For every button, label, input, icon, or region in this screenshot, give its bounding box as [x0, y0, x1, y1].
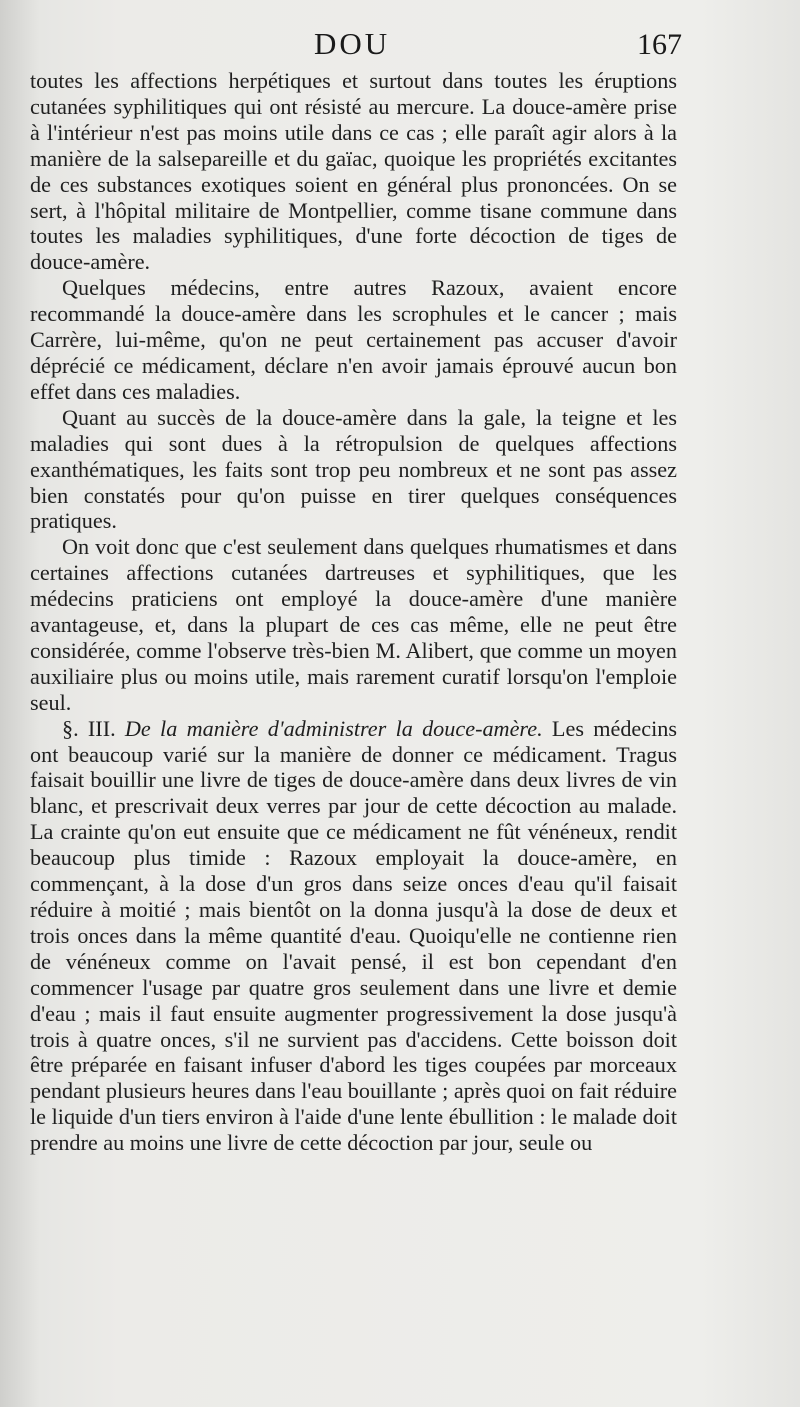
text-body [30, 68, 677, 1156]
page-number: 167 [637, 28, 682, 61]
paragraph-3: Quant au succès de la douce-amère dans la gale, la teigne et les maladies qui sont dues à la rétropulsion de quelques affections exanthématiques, les faits sont trop peu nombreux et ne sont pas assez bien constatés pour qu'on puisse en tirer quelques conséquences pratiques. [30, 404, 677, 534]
paragraph-4: On voit donc que c'est seulement dans quelques rhumatismes et dans certaines affections cutanées dartreuses et syphilitiques, que les médecins praticiens ont employé la douce-amère d'une manière avantageuse, et, dans la plupart de ces cas même, elle ne peut être considérée, comme l'observe très-bien M. Alibert, que comme un moyen auxiliaire plus ou moins utile, mais rarement curatif lorsqu'on l'emploie seul. [30, 534, 677, 715]
paragraph-5 [30, 716, 677, 1156]
paragraph-1: toutes les affections herpétiques et surtout dans toutes les éruptions cutanées syphilitiques qui ont résisté au mercure. La douce-amère prise à l'intérieur n'est pas moins utile dans ce cas ; elle paraît agir alors à la manière de la salsepareille et du gaïac, quoique les propriétés excitantes de ces substances exotiques soient en général plus prononcées. On se sert, à l'hôpital militaire de Montpellier, comme tisane commune dans toutes les maladies syphilitiques, d'une forte décoction de tiges de douce-amère. [30, 68, 677, 275]
paragraph-2: Quelques médecins, entre autres Razoux, avaient encore recommandé la douce-amère dans les scrophules et le cancer ; mais Carrère, lui-même, qu'on ne peut certainement pas accuser d'avoir déprécié ce médicament, déclare n'en avoir jamais éprouvé aucun bon effet dans ces maladies. [30, 275, 677, 404]
running-head: DOU [314, 26, 391, 61]
section-number: §. III. [62, 715, 116, 741]
paragraph-5-text: Les médecins ont beaucoup varié sur la manière de donner ce médicament. Tragus faisait bouillir une livre de tiges de douce-amère dans deux livres de vin blanc, et prescrivait deux verres par jour de cette décoction au malade. La crainte qu'on eut ensuite que ce médicament ne fût vénéneux, rendit beaucoup plus timide : Razoux employait la douce-amère, en commençant, à la dose d'un gros dans seize onces d'eau qu'il faisait réduire à moitié ; mais bientôt on la donna jusqu'à la dose de deux et trois onces dans la même quantité d'eau. Quoiqu'elle ne contienne rien de vénéneux comme on l'avait pensé, il est bon cependant d'en commencer l'usage par quatre gros seulement dans une livre et demie d'eau ; mais il faut ensuite augmenter progressivement la dose jusqu'à trois à quatre onces, s'il ne survient pas d'accidens. Cette boisson doit être préparée en faisant infuser d'abord les tiges coupées par morceaux pendant plusieurs heures dans l'eau bouillante ; après quoi on fait réduire le liquide d'un tiers environ à l'aide d'une lente ébullition : le malade doit prendre au moins une livre de cette décoction par jour, seule ou [30, 715, 678, 1156]
section-heading: De la manière d'administrer la douce-amère. [124, 715, 543, 741]
page-header [0, 26, 800, 66]
